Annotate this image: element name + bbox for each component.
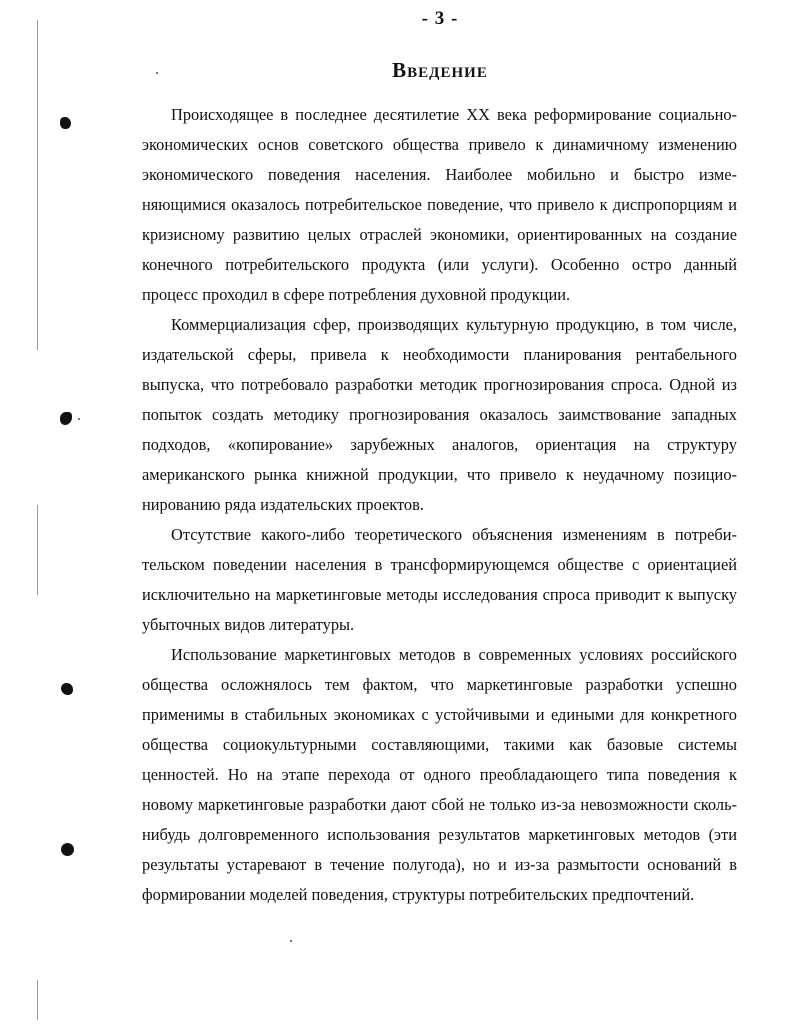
scan-edge-line — [37, 20, 38, 350]
scan-speck — [78, 418, 80, 420]
paragraph: Коммерциализация сфер, производящих культурную продукцию, в том числе, издательской сферы, привела к необходимости планирования рентабельного выпуска, что потребовало разработки методик прогнозирования спроса. Одной из попыток создать методику прогнозирования оказалось заимствование западных подходов, «копирование» зарубежных аналогов, ориентация на структуру американского рынка книжной продукции, что привело к неудачному позиционированию ряда издательских проектов. — [142, 315, 737, 514]
scan-edge-line — [37, 505, 38, 595]
scan-blot — [61, 683, 73, 695]
scan-speck — [156, 72, 158, 74]
scan-speck — [290, 940, 292, 942]
paragraph: Отсутствие какого-либо теоретического объяснения изменениям в потребительском поведении населения в трансформирующемся обществе с ориентацией исключительно на маркетинговые методы исследования спроса приводит к выпуску убыточных видов литературы. — [142, 525, 737, 634]
body-text — [142, 100, 737, 910]
paragraph: Происходящее в последнее десятилетие XX века реформирование социально-экономических основ советского общества привело к динамичному изменению экономического поведения населения. Наиболее мобильно и быстро изменяющимися оказалось потребительское поведение, что привело к диспропорциям и кризисному развитию целых отраслей экономики, ориентированных на создание конечного потребительского продукта (или услуги). Особенно остро данный процесс проходил в сфере потребления духовной продукции. — [142, 105, 737, 304]
paragraph: Использование маркетинговых методов в современных условиях российского общества осложнялось тем фактом, что маркетинговые разработки успешно применимы в стабильных экономиках с устойчивыми и едиными для конкретного общества социокультурными составляющими, такими как базовые системы ценностей. Но на этапе перехода от одного преобладающего типа поведения к новому маркетинговые разработки дают сбой не только из-за невозможности сколь-нибудь долговременного использования результатов маркетинговых методов (эти результаты устаревают в течение полугода), но и из-за размытости оснований в формировании моделей поведения, структуры потребительских предпочтений. — [142, 645, 737, 904]
scan-blot — [61, 843, 74, 856]
page-title: Введение — [392, 58, 488, 82]
scan-edge-line — [37, 980, 38, 1020]
page-number: - 3 - — [421, 8, 459, 29]
scan-blot — [60, 412, 72, 425]
scan-blot — [60, 117, 71, 129]
